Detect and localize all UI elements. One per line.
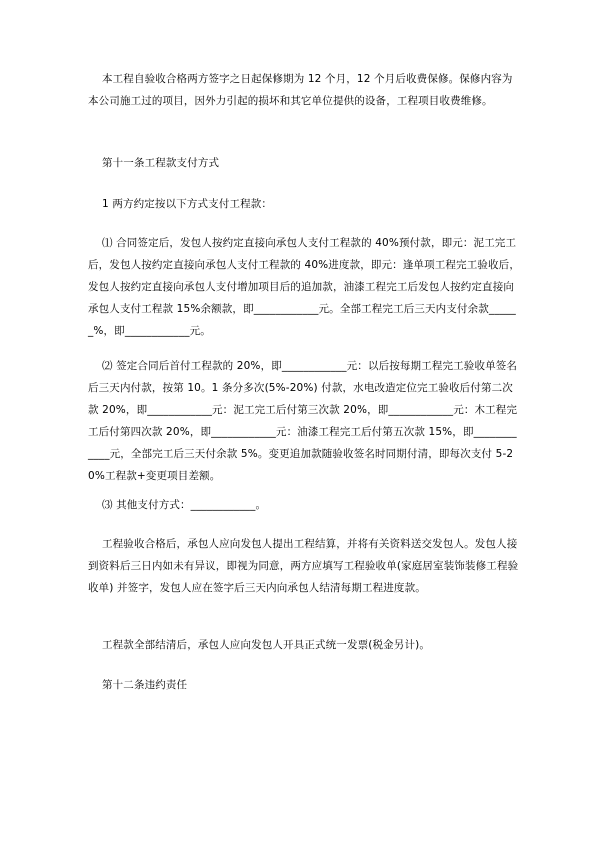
settlement-paragraph: 工程验收合格后，承包人应向发包人提出工程结算，并将有关资料送交发包人。发包人接到资料后三日内如未有异议，即视为同意，两方应填写工程验收单(家庭居室装饰装修工程验收单) 并签字，发包人应在签字后三天内向承包人结清每期工程进度款。 [88, 538, 519, 594]
payment-method-3-paragraph: ⑶ 其他支付方式：____________。 [102, 499, 267, 511]
payment-method-1-paragraph: ⑴ 合同签定后，发包人按约定直接向承包人支付工程款的 40%预付款，即元：泥工完工后，发包人按约定直接向承包人支付工程款的 40%进度款，即元：逢单项工程完工验收后，发包人按约定直接向承包人支付增加项目后的追加款，油漆工程完工后发包人按约定直接向承包人支付工程款 15%余额款，即____________元。全部工程完工后三天内支付余款______%，即____________元。 [88, 237, 520, 337]
payment-method-2-paragraph: ⑵ 签定合同后首付工程款的 20%，即____________元：以后按每期工程完工验收单签名后三天内付款，按第 10。1 条分多次(5%-20%) 付款，水电改造定位完工验收后付第二次款 20%，即____________元：泥工完工后付第三次款 20%，即____________元：木工程完工后付第四次款 20%，即____________元：油漆工程完工后付第五次款 15%，即____________元，全部完工后三天付余款 5%。变更追加款随验收签名时同期付清，即每次支付 5-20%工程款+变更项目差额。 [88, 360, 518, 482]
payment-intro-paragraph: 1 两方约定按以下方式支付工程款： [102, 198, 273, 210]
article-12-heading: 第十二条违约责任 [102, 679, 188, 691]
warranty-paragraph: 本工程自验收合格两方签字之日起保修期为 12 个月，12 个月后收费保修。保修内容为本公司施工过的项目，因外力引起的损坏和其它单位提供的设备，工程项目收费维修。 [88, 73, 513, 107]
article-11-heading: 第十一条工程款支付方式 [102, 157, 220, 169]
invoice-paragraph: 工程款全部结清后，承包人应向发包人开具正式统一发票(税金另计)。 [102, 639, 430, 651]
